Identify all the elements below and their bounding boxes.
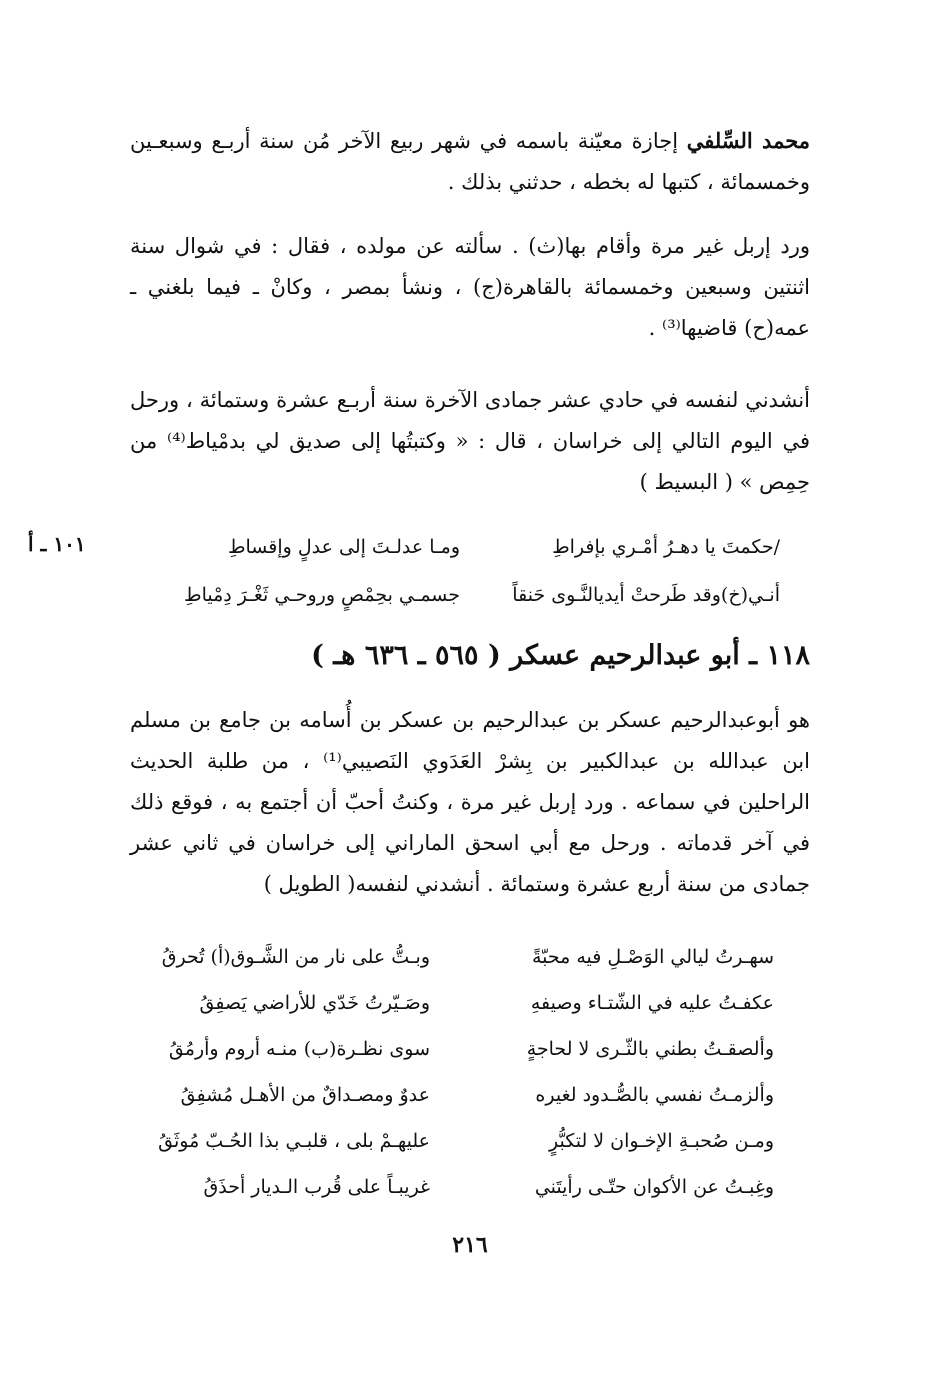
- paragraph-1-text: إجازة معيّنة باسمه في شهر ربيع الآخر مُن سنة أربـع وسبعـين وخمسمائة ، كتبها له بخطه ، حدثني بذلك .: [130, 129, 810, 194]
- paragraph-3-text: أنشدني لنفسه في حادي عشر جمادى الآخرة سنة أربـع عشرة وستمائة ، ورحل في اليوم التالي إلى خراسان ، قال : « وكتبتُها إلى صديق لي بدمْياط⁽⁴⁾ من حِمِص » ( البسيط ): [130, 388, 810, 494]
- paragraph-1: [130, 120, 810, 203]
- verse-1-1-first: /حكمتَ يا دهـرُ أمْـري بإفراطِ: [552, 536, 780, 558]
- paragraph-3: [130, 380, 810, 503]
- verse-1-2-second: جسمـي بحِمْصٍ وروحـي ثَغْـرَ دِمْياطِ: [184, 584, 460, 606]
- verse-2-4-first: وألزمـتُ نفسي بالصُّـدود لغيره: [535, 1084, 774, 1106]
- verse-2-2-second: وصَـيّرتُ خَدّي للأراضي يَصفِقُ: [199, 992, 430, 1014]
- bold-name: محمد السِّلفي: [686, 128, 811, 153]
- verse-2-3-second: سوى نظـرة(ب) منـه أروم وأرمُقُ: [168, 1038, 430, 1060]
- verse-2-6-second: غريبـاً على قُرب الـديار أحذَقُ: [203, 1176, 430, 1198]
- verse-2-3-first: وألصقـتُ بطني بالثّـرى لا لحاجةٍ: [526, 1038, 774, 1060]
- verse-2-4-second: عدوٌ ومصـداقٌ من الأهـل مُشفِقُ: [180, 1084, 430, 1106]
- paragraph-2: [130, 226, 810, 349]
- verse-1-2-first: أنـي(خ)وقد طَرحتْ أيديالنَّـوى حَنقاً: [512, 584, 780, 606]
- paragraph-4-text: هو أبوعبدالرحيم عسكر بن عبدالرحيم بن عسكر بن أُسامه بن جامع بن مسلم ابن عبدالله بن عبدالكبير بن بِشرْ العَدَوي النَصيبي⁽¹⁾ ، من طلبة الحديث الراحلين في سماعه . ورد إربل غير مرة ، وكنتُ أحبّ أن أجتمع به ، فوقع ذلك في آخر قدماته . ورحل مع أبي اسحق الماراني إلى خراسان في ثاني عشر جمادى من سنة أربع عشرة وستمائة . أنشدني لنفسه( الطويل ): [130, 708, 810, 896]
- paragraph-4: [130, 700, 810, 905]
- verse-2-5-first: ومـن صُحبـةِ الإخـوان لا لتكبُّرٍ: [549, 1130, 774, 1152]
- page-number: ٢١٦: [452, 1232, 488, 1258]
- entry-heading: ١١٨ ـ أبو عبدالرحيم عسكر ( ٥٦٥ ـ ٦٣٦ هـ ): [311, 640, 810, 671]
- verse-2-6-first: وغِبـتُ عن الأكوان حتّـى رأيتَني: [534, 1176, 774, 1198]
- verse-1-1-second: ومـا عدلـتَ إلى عدلٍ وإقساطِ: [227, 536, 460, 558]
- verse-2-1-second: وبـتُّ على نار من الشَّـوق(أ) تُحرقُ: [161, 946, 430, 968]
- margin-note: ١٠١ ـ أ: [28, 532, 86, 556]
- verse-2-1-first: سهـرتُ ليالي الوَصْـلِ فيه محبّةً: [531, 946, 774, 968]
- verse-2-5-second: عليهـمْ بلى ، قلبـي بذا الحُـبّ مُوثَقُ: [158, 1130, 430, 1152]
- paragraph-2-text: ورد إربل غير مرة وأقام بها(ث) . سألته عن مولده ، فقال : في شوال سنة اثنتين وسبعين وخمسمائة بالقاهرة(ج) ، ونشأ بمصر ، وكانْ ـ فيما بلغني ـ عمه(ح) قاضيها⁽³⁾ .: [130, 234, 810, 340]
- verse-2-2-first: عكفـتُ عليه في الشّتـاء وصيفهِ: [530, 992, 774, 1014]
